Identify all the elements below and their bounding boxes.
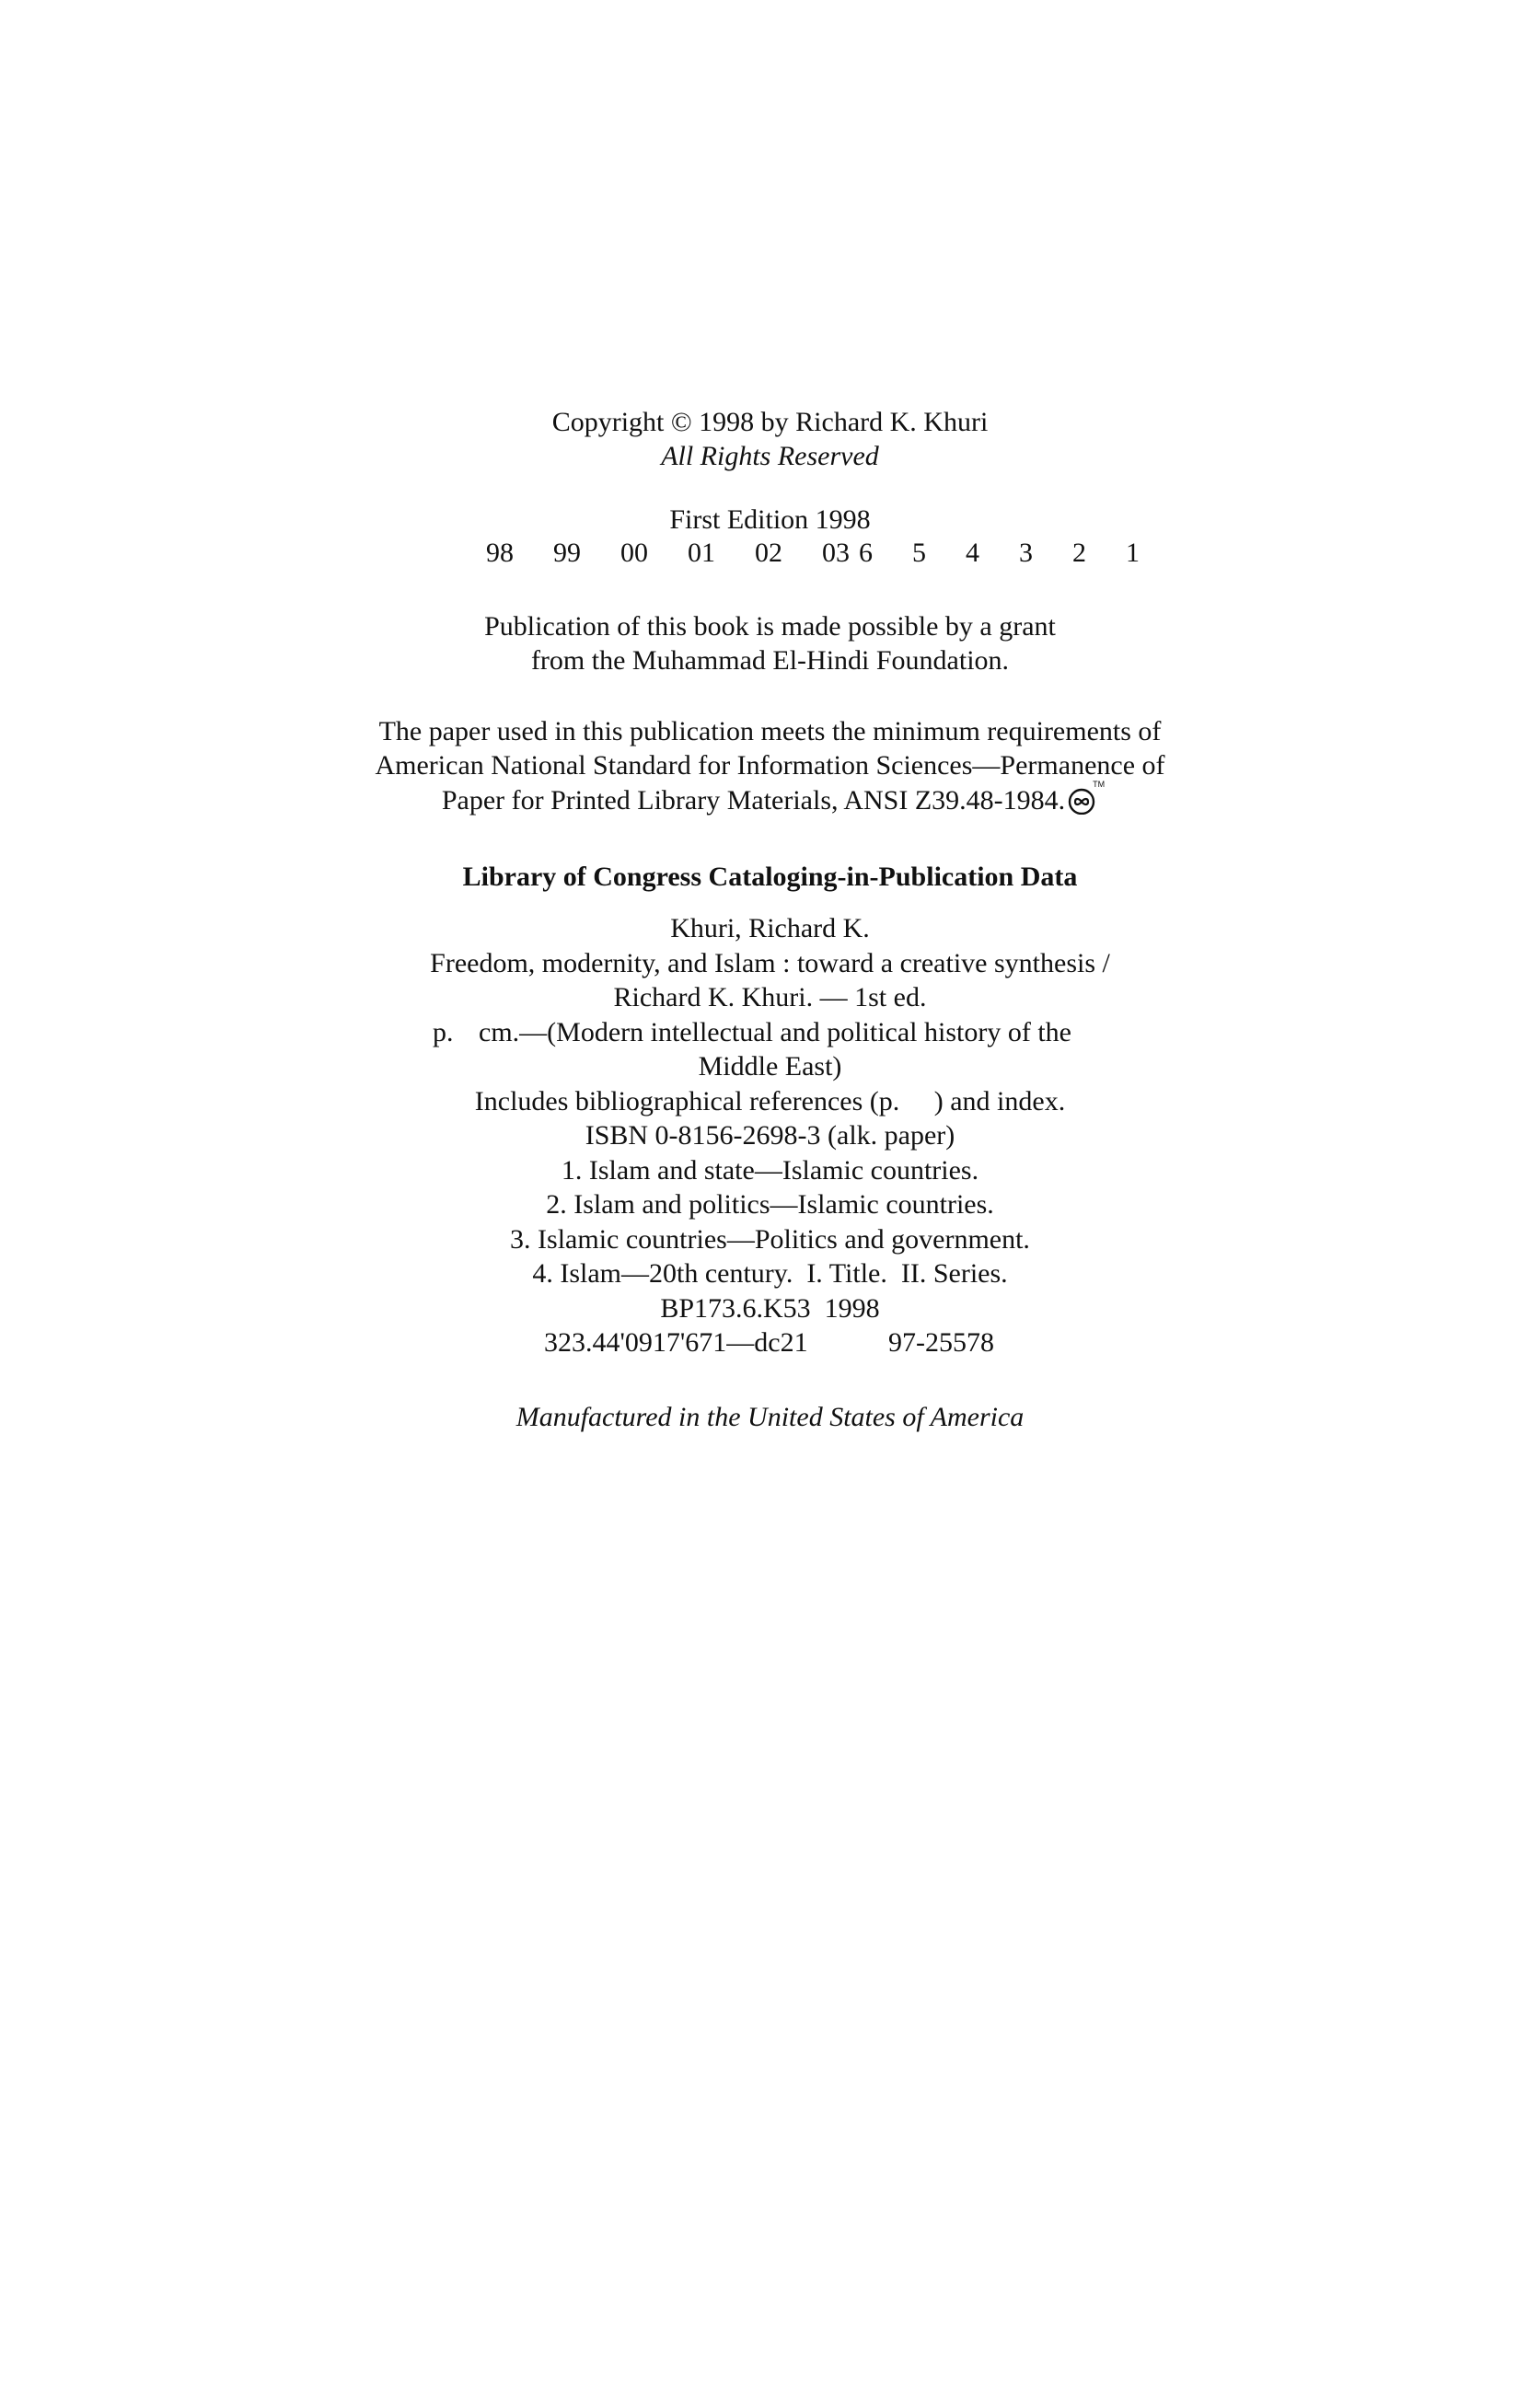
cip-dewey-number: 323.44'0917'671—dc21 (544, 1327, 808, 1358)
paper-line-3 (0, 780, 1540, 817)
cip-subject-3: 3. Islamic countries—Politics and government. (510, 1224, 1030, 1255)
grant-line-1: Publication of this book is made possible by a grant (484, 611, 1056, 642)
cip-series-continued: Middle East) (698, 1051, 842, 1082)
rights-reserved: All Rights Reserved (661, 441, 879, 471)
cip-bibliography-note: Includes bibliographical references (p. ) and index. (474, 1086, 1066, 1117)
cip-subject-1: 1. Islam and state—Islamic countries. (561, 1155, 979, 1186)
cip-subject-4: 4. Islam—20th century. I. Title. II. Series. (532, 1258, 1008, 1289)
cip-title-line-2: Richard K. Khuri. — 1st ed. (613, 982, 927, 1012)
print-years: 98 99 00 01 02 03 (486, 538, 850, 568)
cip-lc-classification: BP173.6.K53 1998 (660, 1293, 880, 1324)
manufactured-line: Manufactured in the United States of America (515, 1402, 1025, 1432)
cip-heading: Library of Congress Cataloging-in-Publication Data (462, 862, 1078, 892)
paper-line-1: The paper used in this publication meets the minimum requirements of (378, 716, 1162, 746)
cip-author: Khuri, Richard K. (670, 913, 870, 943)
paper-line-2: American National Standard for Information Sciences—Permanence of (375, 750, 1165, 781)
infinity-paper-permanence-icon (1067, 780, 1106, 815)
cip-physical-description: cm.—(Modern intellectual and political history of the (479, 1017, 1071, 1047)
cip-lccn: 97-25578 (888, 1327, 994, 1358)
cip-isbn: ISBN 0-8156-2698-3 (alk. paper) (585, 1120, 955, 1151)
trademark-mark: TM (1093, 780, 1106, 789)
cip-subject-2: 2. Islam and politics—Islamic countries. (546, 1189, 994, 1220)
paper-line-3-text: Paper for Printed Library Materials, ANSI Z39.48-1984. (441, 785, 1066, 816)
print-impressions: 6 5 4 3 2 1 (859, 538, 1140, 568)
copyright-line: Copyright © 1998 by Richard K. Khuri (551, 407, 989, 437)
cip-physical-p: p. (433, 1017, 454, 1047)
edition-label: First Edition 1998 (669, 504, 871, 535)
cip-title-line-1: Freedom, modernity, and Islam : toward a creative synthesis / (430, 948, 1110, 978)
grant-line-2: from the Muhammad El-Hindi Foundation. (530, 645, 1010, 676)
